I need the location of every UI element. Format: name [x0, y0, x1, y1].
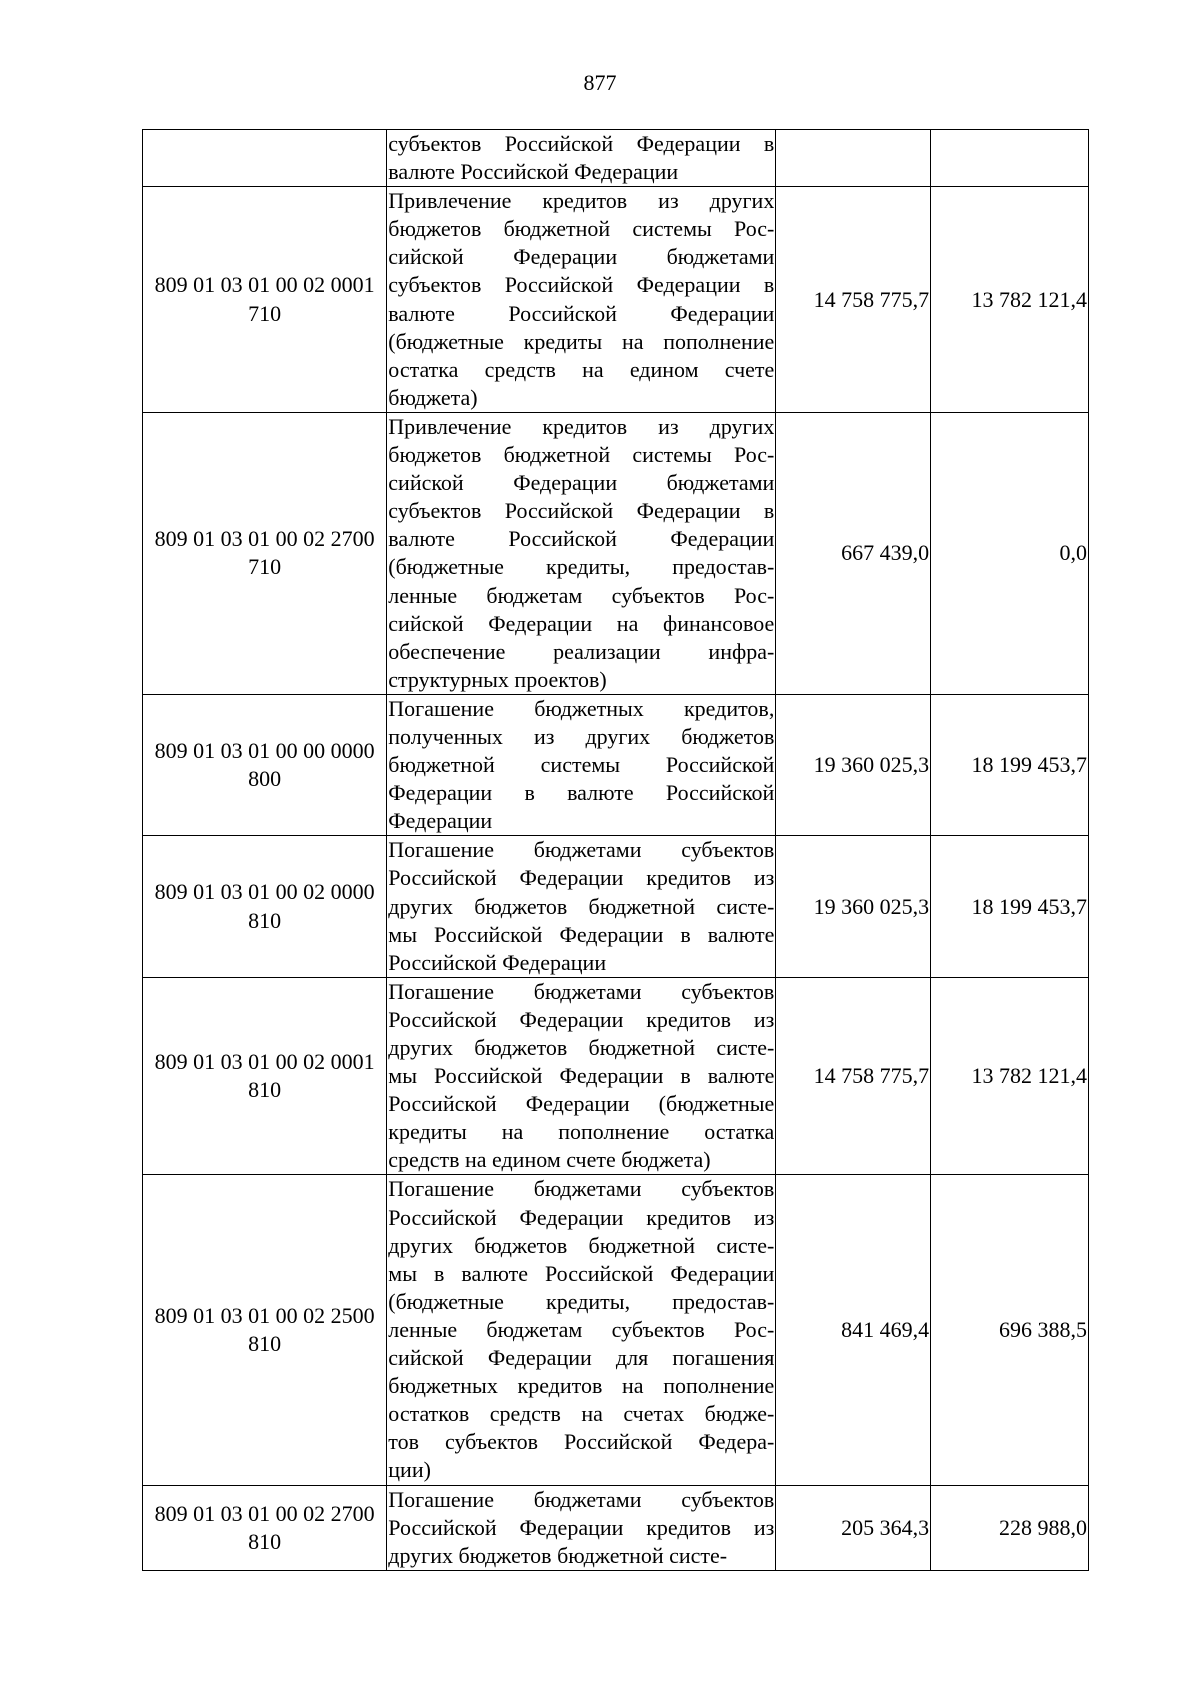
table-row	[143, 130, 1089, 187]
description-line: Погашение бюджетами субъектов	[388, 837, 775, 863]
page-number: 877	[583, 70, 617, 95]
table-row	[143, 836, 1089, 977]
description-cell	[387, 977, 776, 1175]
value-cell-1	[776, 130, 931, 187]
description-line: Российской Федерации	[388, 949, 607, 975]
code-cell	[143, 694, 387, 835]
description-line: (бюджетные кредиты на пополнение	[388, 328, 775, 354]
description-line: остатка средств на едином счете	[388, 356, 775, 382]
value-cell-2: 0,0	[931, 412, 1089, 694]
value-cell-1: 667 439,0	[776, 412, 931, 694]
description-line: других бюджетов бюджетной систе-	[388, 1035, 775, 1060]
description-line: субъектов Российской Федерации в	[388, 131, 775, 156]
description-line: субъектов Российской Федерации в	[388, 498, 775, 524]
table-row	[143, 977, 1089, 1175]
value-cell-1: 14 758 775,7	[776, 187, 931, 413]
description-line: ленные бюджетам субъектов Рос-	[388, 582, 775, 608]
description-line: бюджетов бюджетной системы Рос-	[388, 216, 775, 242]
description-line: сийской Федерации на финансовое	[388, 610, 775, 636]
code-cell	[143, 130, 387, 187]
code-line: 809 01 03 01 00 02 0000	[154, 879, 375, 905]
description-line: других бюджетов бюджетной систе-	[388, 1542, 728, 1568]
description-cell	[387, 412, 776, 694]
description-line: тов субъектов Российской Федера-	[388, 1429, 775, 1455]
description-line: бюджетов бюджетной системы Рос-	[388, 442, 775, 468]
table-row	[143, 694, 1089, 835]
code-line: 809 01 03 01 00 02 2700	[154, 1500, 375, 1526]
code-cell	[143, 977, 387, 1175]
code-line: 810	[248, 1077, 282, 1103]
code-line: 710	[248, 554, 282, 580]
description-line: Привлечение кредитов из других	[388, 188, 775, 214]
description-line: обеспечение реализации инфра-	[388, 638, 775, 664]
code-cell	[143, 1175, 387, 1485]
code-cell	[143, 187, 387, 413]
description-line: Погашение бюджетами субъектов	[388, 1176, 775, 1202]
description-line: структурных проектов)	[388, 666, 607, 692]
description-line: Российской Федерации кредитов из	[388, 1204, 775, 1230]
description-cell	[387, 187, 776, 413]
description-cell	[387, 1485, 776, 1570]
code-line: 800	[248, 766, 282, 792]
description-line: Российской Федерации кредитов из	[388, 865, 775, 891]
description-line: сийской Федерации бюджетами	[388, 470, 775, 496]
description-line: Российской Федерации кредитов из	[388, 1006, 775, 1032]
value-cell-1: 841 469,4	[776, 1175, 931, 1485]
table-body	[143, 130, 1089, 1571]
description-line: Российской Федерации кредитов из	[388, 1514, 775, 1540]
table-row	[143, 1175, 1089, 1485]
description-cell	[387, 836, 776, 977]
description-line: других бюджетов бюджетной систе-	[388, 1232, 775, 1258]
description-line: бюджетных кредитов на пополнение	[388, 1373, 775, 1399]
value-cell-2: 18 199 453,7	[931, 836, 1089, 977]
description-line: средств на едином счете бюджета)	[388, 1147, 711, 1173]
description-line: мы Российской Федерации в валюте	[388, 921, 775, 947]
description-line: других бюджетов бюджетной систе-	[388, 893, 775, 919]
description-line: мы Российской Федерации в валюте	[388, 1063, 775, 1089]
value-cell-1: 19 360 025,3	[776, 694, 931, 835]
code-line: 810	[248, 907, 282, 933]
value-cell-2: 18 199 453,7	[931, 694, 1089, 835]
description-line: мы в валюте Российской Федерации	[388, 1260, 775, 1286]
table-row	[143, 1485, 1089, 1570]
code-cell	[143, 412, 387, 694]
description-line: Федерации в валюте Российской	[388, 780, 775, 806]
code-line: 809 01 03 01 00 02 2500	[154, 1302, 375, 1328]
value-cell-2	[931, 130, 1089, 187]
description-line: Федерации	[388, 808, 493, 834]
description-cell	[387, 130, 776, 187]
description-cell	[387, 694, 776, 835]
value-cell-2: 13 782 121,4	[931, 187, 1089, 413]
code-line: 809 01 03 01 00 02 2700	[154, 526, 375, 552]
value-cell-2: 228 988,0	[931, 1485, 1089, 1570]
code-line: 810	[248, 1330, 282, 1356]
description-line: валюте Российской Федерации	[388, 526, 775, 552]
code-line: 710	[248, 300, 282, 326]
value-cell-1: 205 364,3	[776, 1485, 931, 1570]
code-cell	[143, 1485, 387, 1570]
table-row	[143, 412, 1089, 694]
value-cell-1: 14 758 775,7	[776, 977, 931, 1175]
description-line: остатков средств на счетах бюдже-	[388, 1401, 775, 1427]
description-line: Российской Федерации (бюджетные	[388, 1091, 775, 1117]
table-row	[143, 187, 1089, 413]
description-line: (бюджетные кредиты, предостав-	[388, 554, 775, 580]
code-line: 809 01 03 01 00 02 0001	[154, 272, 375, 298]
budget-table	[142, 129, 1089, 1571]
code-cell	[143, 836, 387, 977]
description-line: ции)	[388, 1457, 431, 1483]
description-line: Привлечение кредитов из других	[388, 413, 775, 439]
description-line: бюджетной системы Российской	[388, 752, 775, 778]
description-line: ленные бюджетам субъектов Рос-	[388, 1316, 775, 1342]
description-line: сийской Федерации для погашения	[388, 1345, 775, 1371]
value-cell-1: 19 360 025,3	[776, 836, 931, 977]
value-cell-2: 696 388,5	[931, 1175, 1089, 1485]
description-line: Погашение бюджетных кредитов,	[388, 695, 775, 721]
description-line: сийской Федерации бюджетами	[388, 244, 775, 270]
code-line: 809 01 03 01 00 02 0001	[154, 1049, 375, 1075]
description-line: валюте Российской Федерации	[388, 159, 679, 185]
description-line: полученных из других бюджетов	[388, 723, 775, 749]
description-line: валюте Российской Федерации	[388, 300, 775, 326]
description-line: субъектов Российской Федерации в	[388, 272, 775, 298]
description-line: бюджета)	[388, 384, 478, 410]
description-line: (бюджетные кредиты, предостав-	[388, 1288, 775, 1314]
code-line: 809 01 03 01 00 00 0000	[154, 738, 375, 764]
value-cell-2: 13 782 121,4	[931, 977, 1089, 1175]
description-line: Погашение бюджетами субъектов	[388, 978, 775, 1004]
description-line: Погашение бюджетами субъектов	[388, 1486, 775, 1512]
description-line: кредиты на пополнение остатка	[388, 1119, 775, 1145]
description-cell	[387, 1175, 776, 1485]
code-line: 810	[248, 1528, 282, 1554]
